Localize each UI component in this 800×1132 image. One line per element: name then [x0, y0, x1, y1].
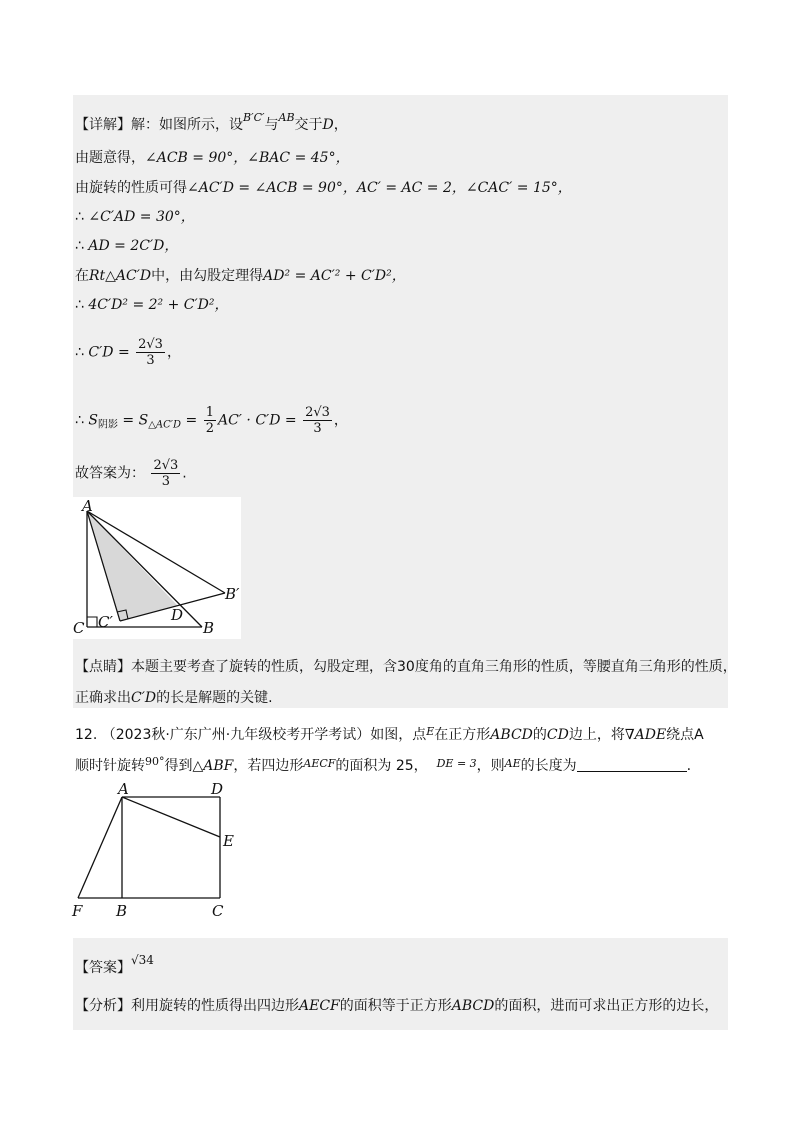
label-c: C — [73, 619, 85, 637]
shaded-triangle-acd — [87, 511, 178, 621]
fraction-2root3-over-3: $\frac{2√3}{3}$ — [305, 405, 330, 436]
label-e: E — [223, 832, 234, 850]
solution-line-2: 由题意得，∠ACB = 90°，∠BAC = 45°， — [75, 150, 350, 166]
comment-tag: 【点睛】 — [75, 659, 131, 675]
fraction-2root3-over-3: $\frac{2√3}{3}$ — [138, 337, 163, 368]
solution-line-6: 在Rt△AC′D中，由勾股定理得AD² = AC′² + C′D²， — [75, 268, 406, 284]
analysis-line: 【分析】利用旋转的性质得出四边形AECF的面积等于正方形ABCD的面积，进而可求出正方形的边长， — [75, 998, 719, 1014]
solution-line-9: ∴ $S_{阴影} = S_{\triangle AC'D}$ = $\frac{1}{2}$ AC′ · C′D = $\frac{2√3}{3}$ ， — [75, 405, 348, 436]
label-c: C — [212, 902, 224, 920]
solution-line-5: ∴ AD = 2C′D， — [75, 238, 179, 254]
solution-line-7: ∴ 4C′D² = 2² + C′D²， — [75, 297, 229, 313]
answer-tag: 【答案】 — [75, 960, 131, 976]
problem-number: 12. — [75, 727, 98, 743]
answer-value: √34 — [131, 953, 154, 967]
figure-2-square-abcd — [70, 780, 250, 920]
solution-line-1: 【详解】解：如图所示，设$^{B'C'}$与$^{AB}$交于D， — [75, 111, 348, 133]
label-f: F — [72, 902, 83, 920]
solution-line-8: ∴ C′D = $\frac{2√3}{3}$ ， — [75, 337, 181, 368]
answer-blank — [577, 757, 687, 772]
answer-line — [75, 950, 154, 978]
segment-af — [78, 797, 122, 898]
label-b: B — [203, 619, 215, 637]
problem-12-line-1: 12. （2023秋·广东广州·九年级校考开学考试）如图，点$^E$在正方形ABCD的CD边上，将∇ADE绕点A — [75, 725, 704, 743]
fraction-2root3-over-3: $\frac{2√3}{3}$ — [153, 458, 179, 489]
label-d: D — [211, 780, 224, 798]
fraction-one-half: $\frac{1}{2}$ — [205, 405, 214, 436]
solution-answer-line: 故答案为： $\frac{2√3}{3}$ . — [75, 458, 187, 489]
segment-ae — [122, 797, 220, 837]
label-d: D — [171, 606, 184, 624]
label-a: A — [118, 780, 129, 798]
solution-line-3: 由旋转的性质可得∠AC′D = ∠ACB = 90°，AC′ = AC = 2，∠CAC′ = 15°， — [75, 180, 572, 196]
comment-line-2: 正确求出C′D的长是解题的关键. — [75, 690, 273, 706]
comment-line-1: 【点睛】本题主要考查了旋转的性质，勾股定理，含30度角的直角三角形的性质，等腰直角三角形的性质， — [75, 659, 737, 675]
figure-1-rotation-triangle — [73, 497, 241, 639]
label-b-prime: B′ — [225, 585, 240, 603]
solution-line-4: ∴ ∠C′AD = 30°， — [75, 209, 195, 225]
label-a: A — [82, 497, 93, 515]
detail-tag: 【详解】 — [75, 117, 131, 133]
label-c-prime: C′ — [98, 613, 113, 631]
analysis-background — [73, 938, 728, 1030]
problem-12-line-2: 顺时针旋转$^{90^\circ}$得到△ABF，若四边形$^{AECF}$的面积为 25， $^{DE = 3}$，则$^{AE}$的长度为 . — [75, 755, 692, 774]
analysis-tag: 【分析】 — [75, 998, 131, 1014]
label-b: B — [116, 902, 128, 920]
right-angle-mark-c — [87, 617, 97, 627]
